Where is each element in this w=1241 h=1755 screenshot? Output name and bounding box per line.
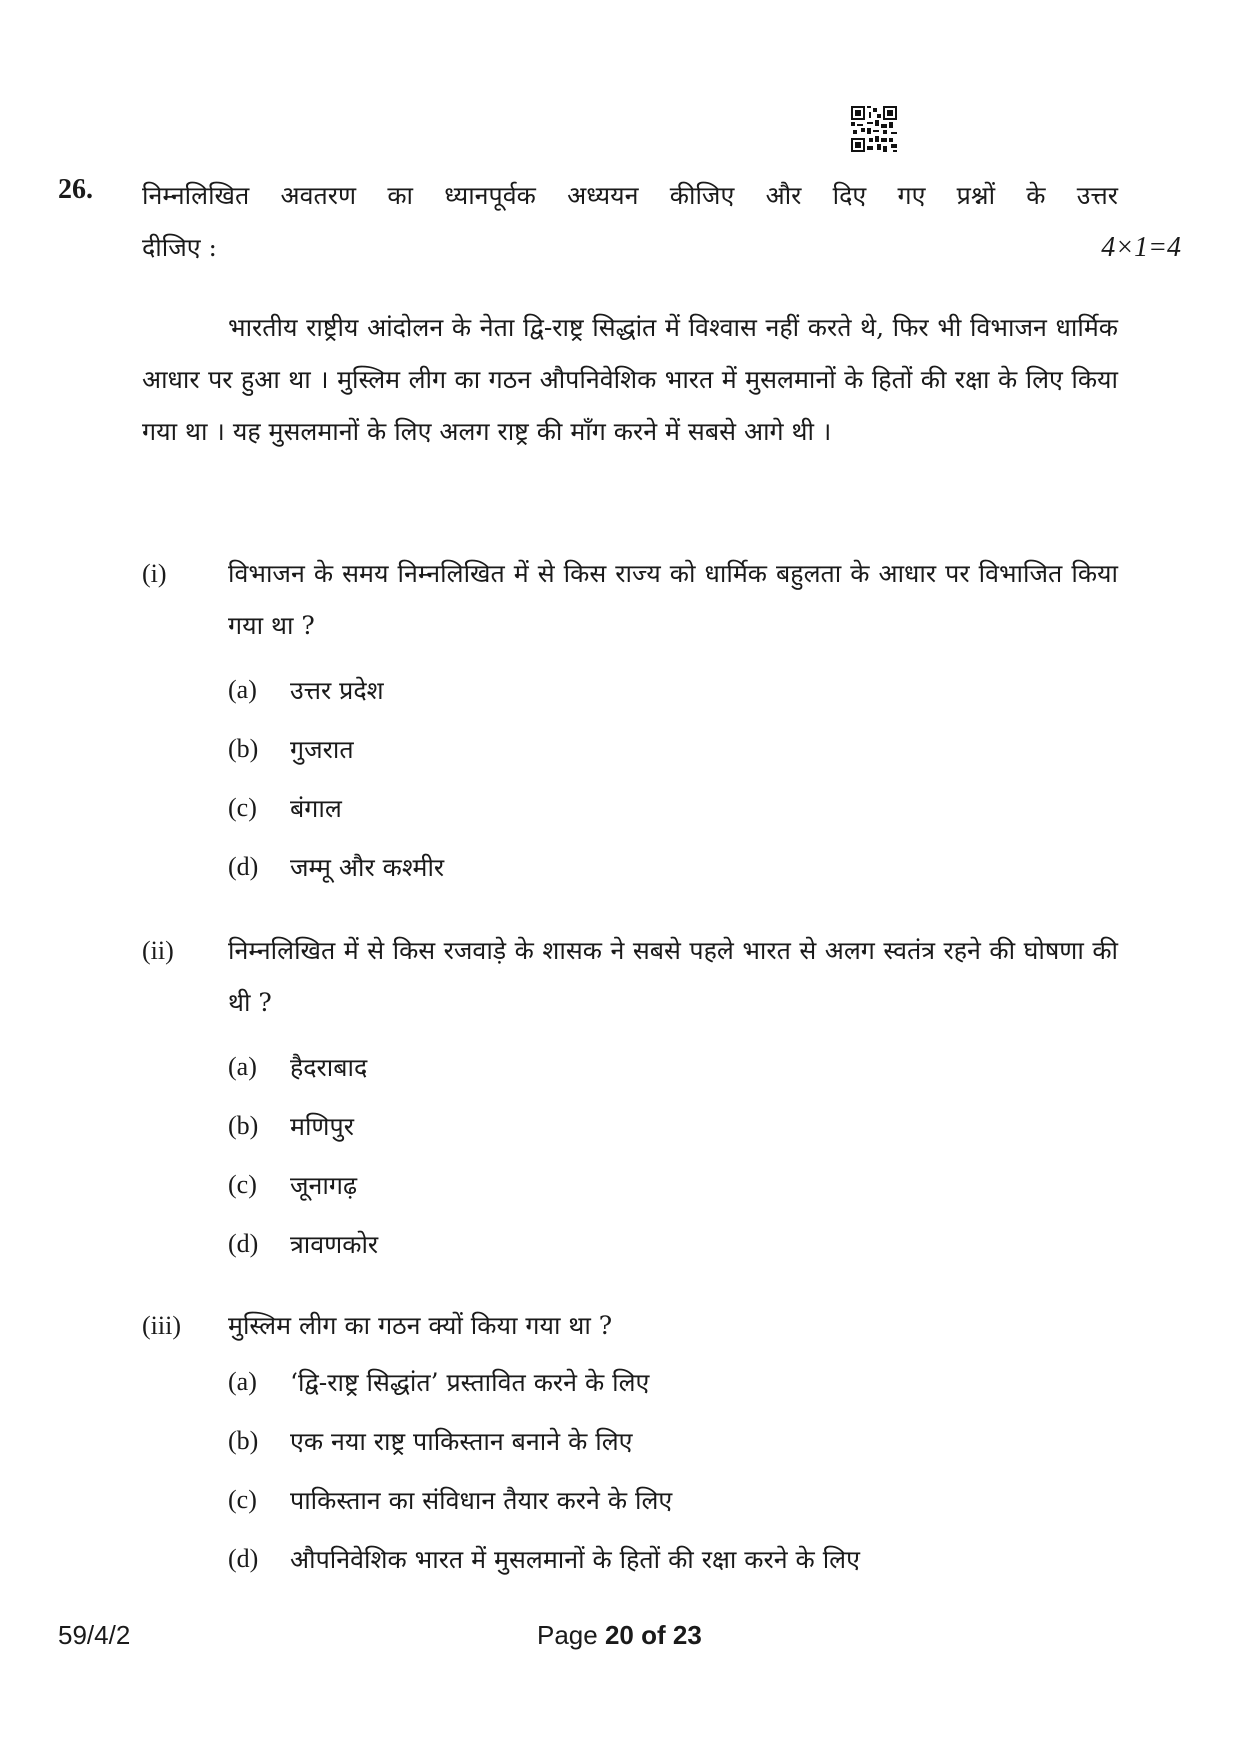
- option-text: उत्तर प्रदेश: [290, 675, 384, 705]
- option-text: औपनिवेशिक भारत में मुसलमानों के हितों की रक्षा करने के लिए: [290, 1544, 860, 1574]
- subquestion-iii: [142, 1300, 1122, 1588]
- option-item: [228, 1529, 1122, 1588]
- paper-code: 59/4/2: [58, 1620, 131, 1650]
- option-item: [228, 1155, 1122, 1214]
- option-label: (a): [228, 674, 257, 704]
- subquestion-text: विभाजन के समय निम्नलिखित में से किस राज्य को धार्मिक बहुलता के आधार पर विभाजित किया गया था ?: [228, 559, 1118, 640]
- option-label: (d): [228, 1228, 259, 1258]
- options-list: [228, 660, 1122, 896]
- option-item: [228, 1352, 1122, 1411]
- question-instruction: निम्नलिखित अवतरण का ध्यानपूर्वक अध्ययन कीजिए और दिए गए प्रश्नों के उत्तर: [142, 181, 1118, 210]
- option-text: जूनागढ़: [290, 1170, 358, 1200]
- option-label: (c): [228, 1484, 257, 1514]
- options-list: [228, 1037, 1122, 1273]
- page-number: [537, 1620, 702, 1651]
- subquestion-text: मुस्लिम लीग का गठन क्यों किया गया था ?: [228, 1311, 613, 1340]
- option-text: गुजरात: [290, 734, 354, 764]
- option-item: [228, 1037, 1122, 1096]
- subquestion-i: [142, 548, 1122, 896]
- option-label: (b): [228, 1110, 259, 1140]
- subquestion-ii: [142, 925, 1122, 1273]
- option-text: त्रावणकोर: [290, 1229, 379, 1259]
- subquestion-label: (ii): [142, 936, 174, 965]
- marks-allocation: 4×1=4: [1101, 232, 1181, 263]
- option-item: [228, 660, 1122, 719]
- option-label: (d): [228, 851, 259, 881]
- option-label: (c): [228, 792, 257, 822]
- option-text: ‘द्वि-राष्ट्र सिद्धांत’ प्रस्तावित करने के लिए: [290, 1367, 650, 1397]
- option-item: [228, 1214, 1122, 1273]
- option-label: (d): [228, 1543, 259, 1573]
- option-item: [228, 719, 1122, 778]
- option-text: मणिपुर: [290, 1111, 354, 1141]
- option-label: (a): [228, 1366, 257, 1396]
- option-item: [228, 778, 1122, 837]
- option-item: [228, 837, 1122, 896]
- option-label: (a): [228, 1051, 257, 1081]
- passage-text: भारतीय राष्ट्रीय आंदोलन के नेता द्वि-राष्ट्र सिद्धांत में विश्वास नहीं करते थे, फिर भी विभाजन धार्मिक आधार पर हुआ था । मुस्लिम लीग का गठन औपनिवेशिक भारत में मुसलमानों के हितों की रक्षा के लिए किया गया था । यह मुसलमानों के लिए अलग राष्ट्र की माँग करने में सबसे आगे थी ।: [142, 313, 1118, 446]
- question-instruction-cont: दीजिए :: [142, 233, 217, 262]
- option-item: [228, 1470, 1122, 1529]
- option-item: [228, 1096, 1122, 1155]
- option-text: पाकिस्तान का संविधान तैयार करने के लिए: [290, 1485, 673, 1515]
- option-item: [228, 1411, 1122, 1470]
- page-of: of: [641, 1620, 666, 1650]
- option-label: (b): [228, 1425, 259, 1455]
- subquestion-label: (i): [142, 559, 167, 588]
- option-text: जम्मू और कश्मीर: [290, 852, 445, 882]
- option-text: एक नया राष्ट्र पाकिस्तान बनाने के लिए: [290, 1426, 633, 1456]
- page-total: 23: [672, 1620, 702, 1650]
- qr-code-icon: [851, 106, 897, 152]
- option-label: (b): [228, 733, 259, 763]
- subquestion-label: (iii): [142, 1311, 181, 1340]
- option-text: बंगाल: [290, 793, 342, 823]
- page-prefix: Page: [537, 1620, 598, 1650]
- page-current: 20: [604, 1620, 634, 1650]
- options-list: [228, 1352, 1122, 1588]
- option-label: (c): [228, 1169, 257, 1199]
- option-text: हैदराबाद: [290, 1052, 368, 1082]
- question-number: 26.: [58, 174, 93, 205]
- subquestion-text: निम्नलिखित में से किस रजवाड़े के शासक ने सबसे पहले भारत से अलग स्वतंत्र रहने की घोषणा की थी ?: [228, 936, 1118, 1017]
